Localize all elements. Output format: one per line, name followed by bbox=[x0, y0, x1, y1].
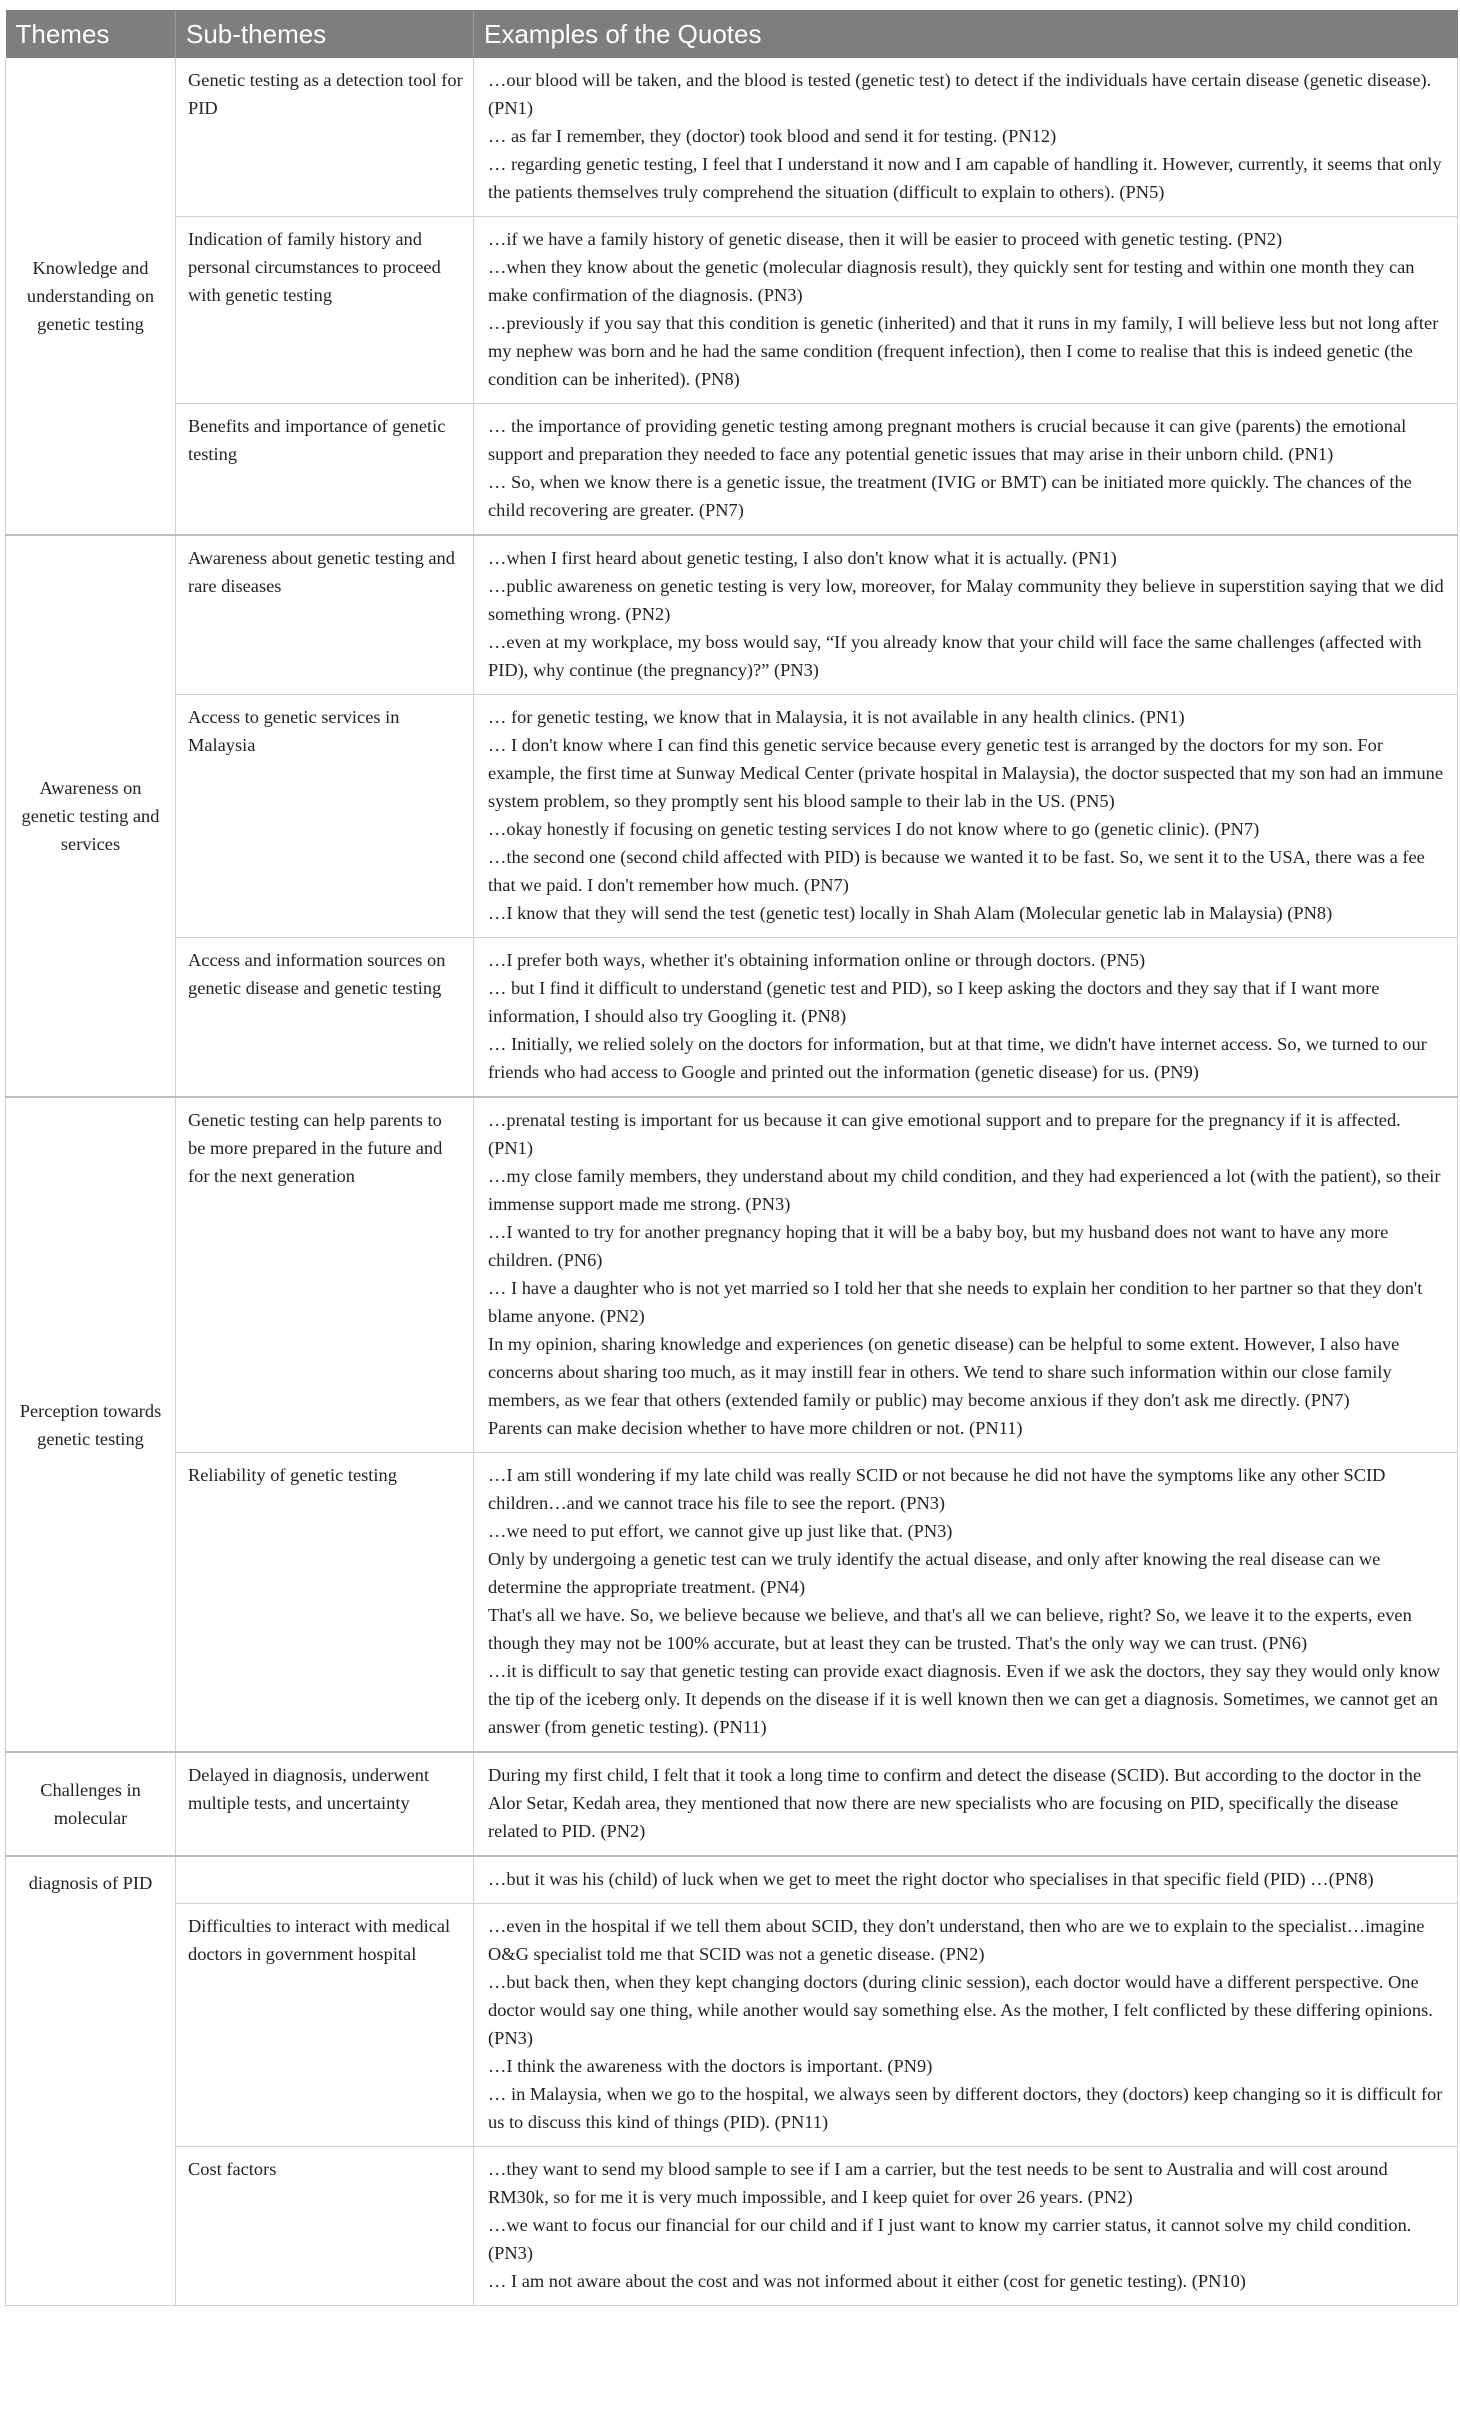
table-row bbox=[6, 1904, 1458, 2147]
quote: … but I find it difficult to understand (genetic test and PID), so I keep asking the doctors and they say that if I want more information, I should also try Googling it. (PN8) bbox=[488, 978, 1380, 1026]
subtheme-cell: Delayed in diagnosis, underwent multiple tests, and uncertainty bbox=[176, 1752, 474, 1856]
quote: …even in the hospital if we tell them about SCID, they don't understand, then who are we to explain to the specialist…imagine O&G specialist told me that SCID was not a genetic disease. (PN2) bbox=[488, 1916, 1425, 1964]
subtheme-cell: Genetic testing can help parents to be more prepared in the future and for the next generation bbox=[176, 1097, 474, 1453]
theme-cell: Perception towards genetic testing bbox=[6, 1097, 176, 1752]
quote: During my first child, I felt that it took a long time to confirm and detect the disease (SCID). But according to the doctor in the Alor Setar, Kedah area, they mentioned that now there are new specialists who are focusing on PID, specifically the disease related to PID. (PN2) bbox=[488, 1765, 1422, 1841]
quote: …I wanted to try for another pregnancy hoping that it will be a baby boy, but my husband does not want to have any more children. (PN6) bbox=[488, 1222, 1389, 1270]
theme-cell: diagnosis of PID bbox=[6, 1856, 176, 2306]
quote: …I am still wondering if my late child was really SCID or not because he did not have the symptoms like any other SCID children…and we cannot trace his file to see the report. (PN3) bbox=[488, 1465, 1386, 1513]
quote: …our blood will be taken, and the blood is tested (genetic test) to detect if the individuals have certain disease (genetic disease). (PN1) bbox=[488, 70, 1432, 118]
themes-table bbox=[5, 10, 1458, 2306]
quote: … I am not aware about the cost and was not informed about it either (cost for genetic testing). (PN10) bbox=[488, 2271, 1246, 2291]
quotes-cell bbox=[474, 1904, 1458, 2147]
quote: …my close family members, they understand about my child condition, and they had experienced a lot (with the patient), so their immense support made me strong. (PN3) bbox=[488, 1166, 1441, 1214]
quotes-cell bbox=[474, 938, 1458, 1098]
subtheme-cell: Benefits and importance of genetic testing bbox=[176, 404, 474, 536]
subtheme-cell: Cost factors bbox=[176, 2147, 474, 2306]
quote: …but it was his (child) of luck when we get to meet the right doctor who specialises in that specific field (PID) …(PN8) bbox=[488, 1869, 1374, 1889]
table-row bbox=[6, 1856, 1458, 1904]
quote: …the second one (second child affected with PID) is because we wanted it to be fast. So, we sent it to the USA, there was a fee that we paid. I don't remember how much. (PN7) bbox=[488, 847, 1425, 895]
quote: …we need to put effort, we cannot give up just like that. (PN3) bbox=[488, 1521, 953, 1541]
subtheme-cell: Access and information sources on genetic disease and genetic testing bbox=[176, 938, 474, 1098]
header-row bbox=[6, 10, 1458, 58]
quote: … the importance of providing genetic testing among pregnant mothers is crucial because it can give (parents) the emotional support and preparation they needed to face any potential genetic issues that may arise in their unborn child. (PN1) bbox=[488, 416, 1407, 464]
table-row bbox=[6, 1097, 1458, 1453]
quotes-cell bbox=[474, 695, 1458, 938]
quote: … as far I remember, they (doctor) took blood and send it for testing. (PN12) bbox=[488, 126, 1057, 146]
quote: …we want to focus our financial for our child and if I just want to know my carrier status, it cannot solve my child condition. (PN3) bbox=[488, 2215, 1412, 2263]
table-row bbox=[6, 938, 1458, 1098]
quotes-cell bbox=[474, 404, 1458, 536]
quote: …when they know about the genetic (molecular diagnosis result), they quickly sent for testing and within one month they can make confirmation of the diagnosis. (PN3) bbox=[488, 257, 1415, 305]
subtheme-cell: Awareness about genetic testing and rare diseases bbox=[176, 535, 474, 695]
quote: … regarding genetic testing, I feel that I understand it now and I am capable of handling it. However, currently, it seems that only the patients themselves truly comprehend the situation (difficult to explain to others). (PN5) bbox=[488, 154, 1442, 202]
quote: … I don't know where I can find this genetic service because every genetic test is arranged by the doctors for my son. For example, the first time at Sunway Medical Center (private hospital in Malaysia), the doctor suspected that my son had an immune system problem, so they promptly sent his blood sample to their lab in the US. (PN5) bbox=[488, 735, 1444, 811]
quote: That's all we have. So, we believe because we believe, and that's all we can believe, right? So, we leave it to the experts, even though they may not be 100% accurate, but at least they can be trusted. That's the only way we can trust. (PN6) bbox=[488, 1605, 1412, 1653]
quotes-cell bbox=[474, 535, 1458, 695]
subtheme-cell: Indication of family history and personal circumstances to proceed with genetic testing bbox=[176, 217, 474, 404]
theme-cell: Knowledge and understanding on genetic testing bbox=[6, 58, 176, 535]
subtheme-cell: Difficulties to interact with medical doctors in government hospital bbox=[176, 1904, 474, 2147]
header-quotes: Examples of the Quotes bbox=[474, 10, 1458, 58]
subtheme-cell: Genetic testing as a detection tool for PID bbox=[176, 58, 474, 217]
quote: …previously if you say that this condition is genetic (inherited) and that it runs in my family, I will believe less but not long after my nephew was born and he had the same condition (frequent infection), then I come to realise that this is indeed genetic (the condition can be inherited). (PN8) bbox=[488, 313, 1439, 389]
table-row bbox=[6, 404, 1458, 536]
quotes-table-container bbox=[5, 10, 1457, 2306]
theme-cell: Challenges in molecular bbox=[6, 1752, 176, 1856]
quote: …they want to send my blood sample to see if I am a carrier, but the test needs to be sent to Australia and will cost around RM30k, so for me it is very much impossible, and I keep quiet for over 26 years. (PN2) bbox=[488, 2159, 1388, 2207]
quote: …when I first heard about genetic testing, I also don't know what it is actually. (PN1) bbox=[488, 548, 1117, 568]
quote: …prenatal testing is important for us because it can give emotional support and to prepare for the pregnancy if it is affected. (PN1) bbox=[488, 1110, 1401, 1158]
quote: …even at my workplace, my boss would say, “If you already know that your child will face the same challenges (affected with PID), why continue (the pregnancy)?” (PN3) bbox=[488, 632, 1422, 680]
quote: … I have a daughter who is not yet married so I told her that she needs to explain her condition to her partner so that they don't blame anyone. (PN2) bbox=[488, 1278, 1423, 1326]
header-themes: Themes bbox=[6, 10, 176, 58]
quotes-cell bbox=[474, 1097, 1458, 1453]
quote: In my opinion, sharing knowledge and experiences (on genetic disease) can be helpful to some extent. However, I also have concerns about sharing too much, as it may instill fear in others. We tend to share such information within our close family members, as we fear that others (extended family or public) may become anxious if they don't ask me directly. (PN7) bbox=[488, 1334, 1400, 1410]
table-row bbox=[6, 1453, 1458, 1753]
quotes-cell bbox=[474, 2147, 1458, 2306]
quote: …I prefer both ways, whether it's obtaining information online or through doctors. (PN5) bbox=[488, 950, 1146, 970]
quote: … for genetic testing, we know that in Malaysia, it is not available in any health clinics. (PN1) bbox=[488, 707, 1185, 727]
quote: …it is difficult to say that genetic testing can provide exact diagnosis. Even if we ask the doctors, they say they would only know the tip of the iceberg only. It depends on the disease if it is well known then we can get a diagnosis. Sometimes, we cannot get an answer (from genetic testing). (PN11) bbox=[488, 1661, 1441, 1737]
quotes-cell bbox=[474, 1752, 1458, 1856]
table-row bbox=[6, 58, 1458, 217]
table-row bbox=[6, 2147, 1458, 2306]
subtheme-cell: Access to genetic services in Malaysia bbox=[176, 695, 474, 938]
subtheme-cell bbox=[176, 1856, 474, 1904]
table-row bbox=[6, 535, 1458, 695]
quote: …I know that they will send the test (genetic test) locally in Shah Alam (Molecular genetic lab in Malaysia) (PN8) bbox=[488, 903, 1333, 923]
quote: … in Malaysia, when we go to the hospital, we always seen by different doctors, they (doctors) keep changing so it is difficult for us to discuss this kind of things (PID). (PN11) bbox=[488, 2084, 1443, 2132]
theme-cell: Awareness on genetic testing and services bbox=[6, 535, 176, 1097]
subtheme-cell: Reliability of genetic testing bbox=[176, 1453, 474, 1753]
quotes-cell bbox=[474, 58, 1458, 217]
quote: …I think the awareness with the doctors is important. (PN9) bbox=[488, 2056, 933, 2076]
header-sub-themes: Sub-themes bbox=[176, 10, 474, 58]
table-row bbox=[6, 217, 1458, 404]
quote: …but back then, when they kept changing doctors (during clinic session), each doctor would have a different perspective. One doctor would say one thing, while another would say something else. As the mother, I felt conflicted by these differing opinions. (PN3) bbox=[488, 1972, 1433, 2048]
quote: … Initially, we relied solely on the doctors for information, but at that time, we didn't have internet access. So, we turned to our friends who had access to Google and printed out the information (genetic disease) for us. (PN9) bbox=[488, 1034, 1427, 1082]
table-row bbox=[6, 1752, 1458, 1856]
quotes-cell bbox=[474, 217, 1458, 404]
quote: …public awareness on genetic testing is very low, moreover, for Malay community they believe in superstition saying that we did something wrong. (PN2) bbox=[488, 576, 1444, 624]
quote: …okay honestly if focusing on genetic testing services I do not know where to go (genetic clinic). (PN7) bbox=[488, 819, 1260, 839]
quote: … So, when we know there is a genetic issue, the treatment (IVIG or BMT) can be initiated more quickly. The chances of the child recovering are greater. (PN7) bbox=[488, 472, 1412, 520]
quote: …if we have a family history of genetic disease, then it will be easier to proceed with genetic testing. (PN2) bbox=[488, 229, 1283, 249]
quote: Parents can make decision whether to have more children or not. (PN11) bbox=[488, 1418, 1023, 1438]
quotes-cell bbox=[474, 1856, 1458, 1904]
table-row bbox=[6, 695, 1458, 938]
quotes-cell bbox=[474, 1453, 1458, 1753]
quote: Only by undergoing a genetic test can we truly identify the actual disease, and only after knowing the real disease can we determine the appropriate treatment. (PN4) bbox=[488, 1549, 1381, 1597]
